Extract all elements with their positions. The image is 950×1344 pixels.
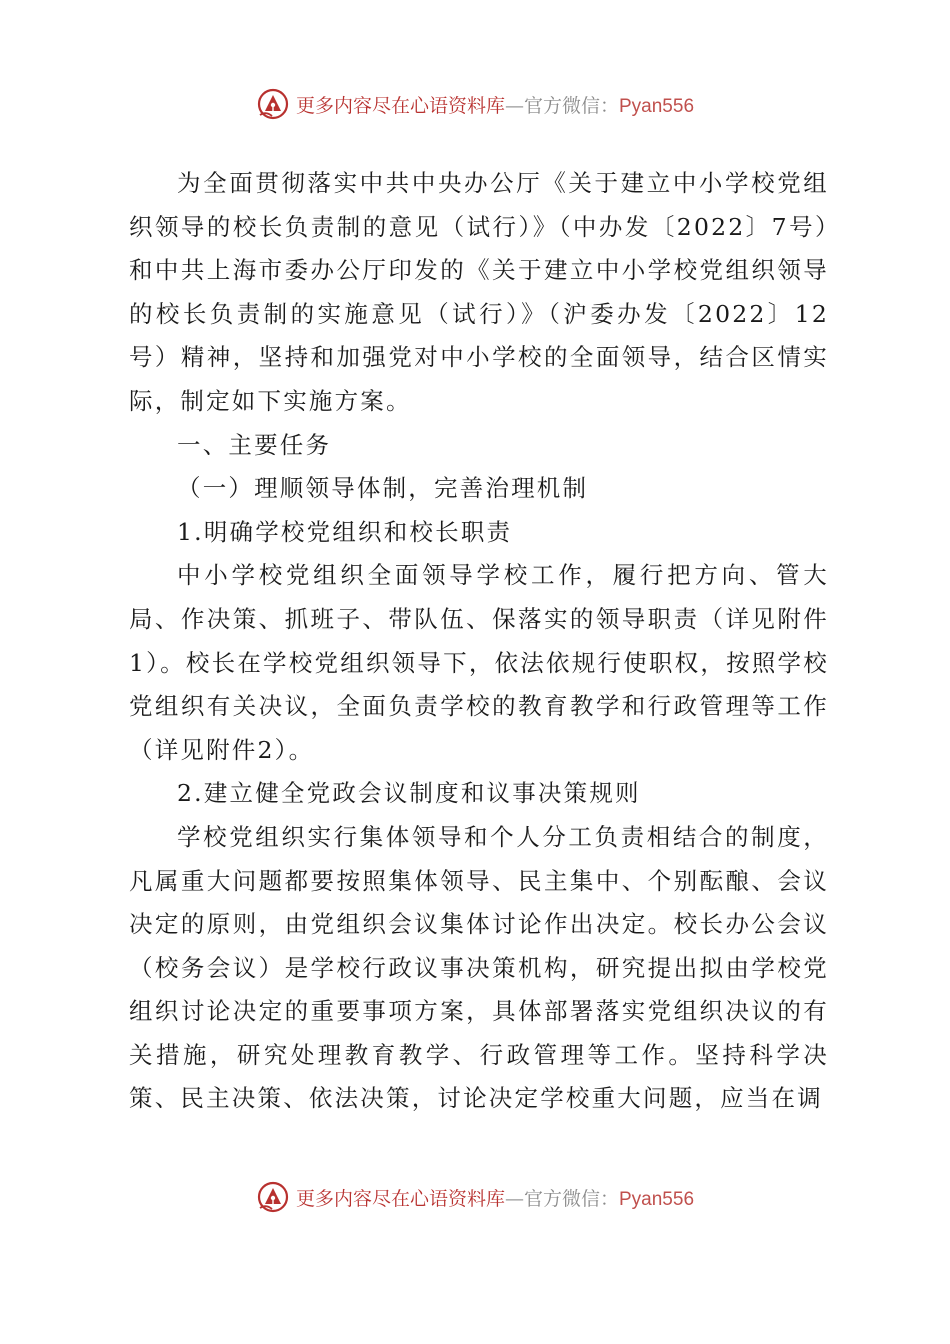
heading-item-2: 2.建立健全党政会议制度和议事决策规则 bbox=[177, 779, 641, 808]
pen-nib-seal-icon bbox=[256, 87, 290, 121]
header-banner-text bbox=[296, 91, 694, 118]
paragraph-intro: 为全面贯彻落实中共中央办公厅《关于建立中小学校党组织领导的校长负责制的意见（试行）》（中办发〔2022〕7号）和中共上海市委办公厅印发的《关于建立中小学校党组织领导的校长负责制的实施意见（试行）》（沪委办发〔2022〕12号）精神，坚持和加强党对中小学校的全面领导，结合区情实际，制定如下实施方案。 bbox=[129, 169, 829, 415]
footer-banner-inner bbox=[256, 1180, 694, 1214]
document-body bbox=[129, 162, 829, 1121]
footer-banner-wechat-id: Pyan556 bbox=[619, 1188, 695, 1210]
footer-banner-wechat-label: 官方微信： bbox=[523, 1187, 619, 1210]
header-banner bbox=[0, 84, 950, 124]
footer-banner-text bbox=[296, 1184, 694, 1211]
footer-banner bbox=[0, 1177, 950, 1217]
footer-banner-title: 更多内容尽在心语资料库 bbox=[295, 1187, 505, 1210]
header-banner-inner bbox=[256, 87, 694, 121]
heading-item-1: 1.明确学校党组织和校长职责 bbox=[177, 517, 513, 546]
paragraph-duties: 中小学校党组织全面领导学校工作，履行把方向、管大局、作决策、抓班子、带队伍、保落实的领导职责（详见附件1）。校长在学校党组织领导下，依法依规行使职权，按照学校党组织有关决议，全面负责学校的教育教学和行政管理等工作（详见附件2）。 bbox=[129, 561, 829, 764]
paragraph-meeting-rules: 学校党组织实行集体领导和个人分工负责相结合的制度，凡属重大问题都要按照集体领导、民主集中、个别酝酿、会议决定的原则，由党组织会议集体讨论作出决定。校长办公会议（校务会议）是学校行政议事决策机构，研究提出拟由学校党组织讨论决定的重要事项方案，具体部署落实党组织决议的有关措施，研究处理教育教学、行政管理等工作。坚持科学决策、民主决策、依法决策，讨论决定学校重大问题，应当在调 bbox=[129, 822, 829, 1113]
header-banner-wechat-label: 官方微信： bbox=[523, 94, 619, 117]
header-banner-dash: — bbox=[504, 94, 524, 117]
heading-main-tasks: 一、主要任务 bbox=[177, 430, 332, 459]
header-banner-wechat-id: Pyan556 bbox=[619, 95, 695, 117]
pen-nib-seal-icon bbox=[256, 1180, 290, 1214]
footer-banner-dash: — bbox=[504, 1187, 524, 1210]
header-banner-title: 更多内容尽在心语资料库 bbox=[295, 94, 505, 117]
heading-section-1: （一）理顺领导体制，完善治理机制 bbox=[177, 474, 589, 503]
